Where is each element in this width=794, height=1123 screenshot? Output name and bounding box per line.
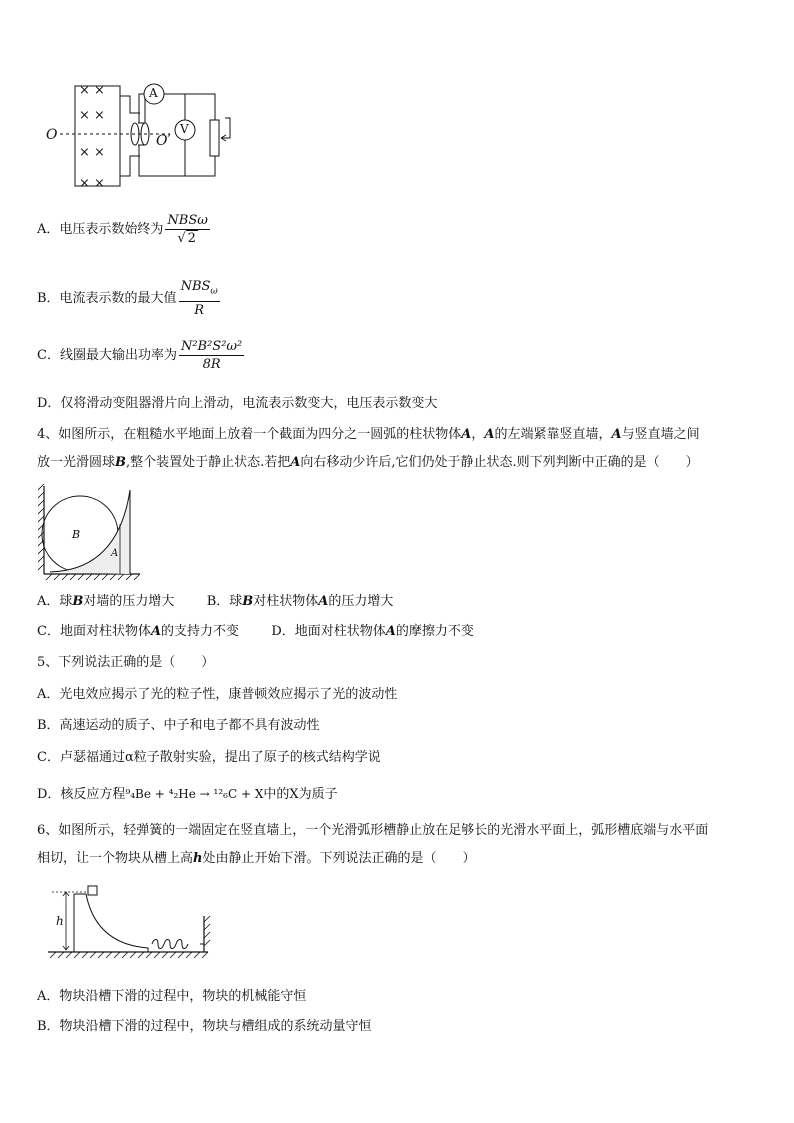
q3-option-d: D．仅将滑动变阻器滑片向上滑动，电流表示数变大，电压表示数变大 (37, 396, 438, 411)
q5-option-c: C．卢瑟福通过α粒子散射实验，提出了原子的核式结构学说 (37, 750, 381, 765)
q3-option-c: C．线圈最大输出功率为 $\frac{\text{N²B²S²ω²}}{8R}$ (37, 339, 243, 372)
ammeter-label: A (149, 86, 158, 100)
q4-figure (38, 484, 148, 580)
magnetic-field-crosses-1: × × (79, 83, 105, 98)
magnetic-field-crosses-2: × × (79, 108, 105, 123)
q6-stem: 6、如图所示，轻弹簧的一端固定在竖直墙上，一个光滑弧形槽静止放在足够长的光滑水平面上，弧形槽底端与水平面 相切，让一个物块从槽上高h处由静止开始下滑。下列说法正确的是（ ） (37, 823, 709, 866)
circuit-figure (40, 78, 240, 193)
q6-figure-label-h: h (56, 914, 64, 928)
q4-figure-label-a: A (111, 548, 119, 559)
q5-option-d: D．核反应方程⁹₄Be + ⁴₂He → ¹²₆C + X中的X为质子 (37, 787, 338, 802)
q4-figure-label-b: B (72, 528, 81, 541)
q4-stem: 4、如图所示，在粗糙水平地面上放着一个截面为四分之一圆弧的柱状物体A，A的左端紧靠竖直墙，A与竖直墙之间 放一光滑圆球B,整个装置处于静止状态.若把A向右移动少许后,它们仍处于静止状态.则下列判断中正确的是（ ） (37, 427, 700, 470)
q4-options-ab: A．球B对墙的压力增大 B．球B对柱状物体A的压力增大 (37, 594, 394, 609)
q6-option-b: B．物块沿槽下滑的过程中，物块与槽组成的系统动量守恒 (37, 1019, 372, 1034)
q3-option-b: B．电流表示数的最大值 $\frac{NBS_\omega}{R}$ (37, 279, 218, 318)
q3-option-a: A．电压表示数始终为 $\frac{\text{NBSω}}{√ 2}$ (37, 213, 208, 246)
q5-option-b: B．高速运动的质子、中子和电子都不具有波动性 (37, 718, 320, 733)
magnetic-field-crosses-3: × × (79, 145, 105, 160)
q5-stem: 5、下列说法正确的是（ ） (37, 655, 215, 670)
q6-figure (44, 884, 214, 960)
label-O-prime: O′ (156, 133, 171, 149)
label-O: O (46, 127, 58, 143)
q6-option-a: A．物块沿槽下滑的过程中，物块的机械能守恒 (37, 989, 307, 1004)
q5-option-a: A．光电效应揭示了光的粒子性，康普顿效应揭示了光的波动性 (37, 687, 398, 702)
voltmeter-label: V (180, 122, 189, 136)
magnetic-field-crosses-4: × × (79, 176, 105, 191)
nuclear-equation: ⁹₄Be + ⁴₂He → ¹²₆C + X (125, 787, 264, 801)
q4-options-cd: C．地面对柱状物体A的支持力不变 D．地面对柱状物体A的摩擦力不变 (37, 624, 474, 639)
